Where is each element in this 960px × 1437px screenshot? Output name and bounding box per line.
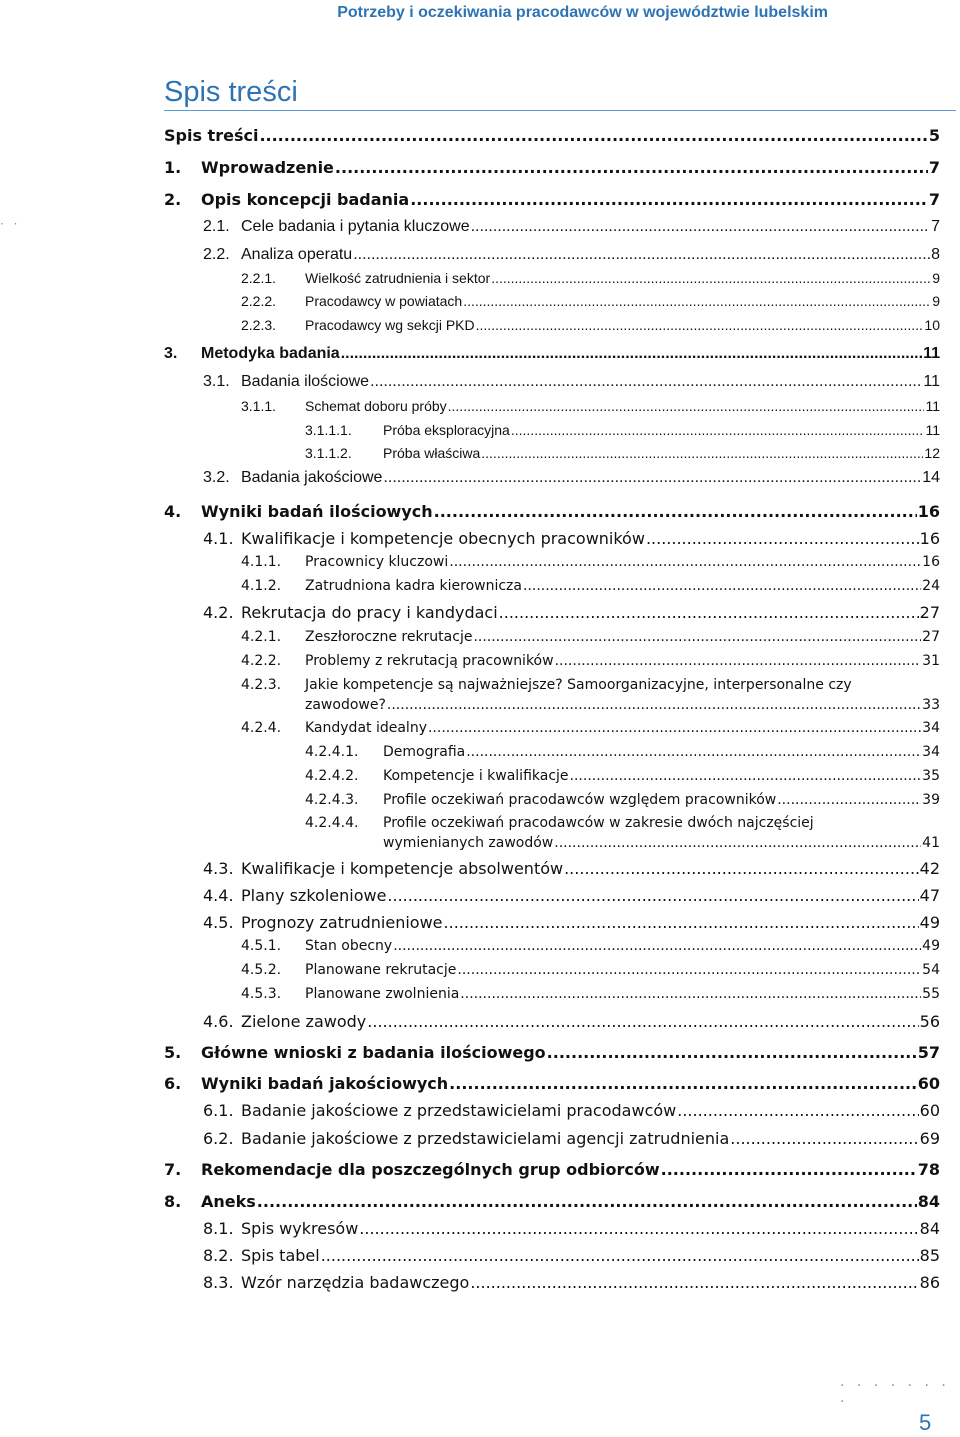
toc-entry-number: 2.2.2. — [241, 293, 277, 309]
toc-entry-page: 11 — [923, 373, 940, 390]
toc-entry-page: 27 — [919, 603, 940, 622]
toc-entry-page: 60 — [919, 1101, 940, 1120]
toc-leader — [460, 986, 921, 1002]
toc-leader — [444, 913, 919, 932]
toc-leader — [457, 962, 921, 978]
toc-leader — [449, 554, 921, 570]
toc-entry-page: 16 — [917, 502, 940, 521]
toc-entry-title: Wprowadzenie — [201, 158, 334, 177]
toc-entry[interactable] — [203, 913, 940, 932]
toc-entry[interactable] — [164, 190, 940, 209]
page-title: Spis treści — [164, 76, 298, 108]
toc-entry-page: 11 — [925, 422, 940, 438]
toc-entry-number: 2.2. — [203, 246, 230, 263]
toc-entry[interactable] — [203, 529, 940, 548]
toc-leader — [677, 1101, 918, 1120]
toc-leader — [564, 859, 919, 878]
toc-entry[interactable] — [164, 1160, 940, 1179]
toc-entry[interactable] — [203, 246, 940, 264]
toc-entry-page: 14 — [922, 469, 940, 486]
toc-entry-page: 85 — [919, 1246, 940, 1265]
running-header: Potrzeby i oczekiwania pracodawców w województwie lubelskim — [337, 4, 828, 21]
toc-leader — [466, 744, 921, 760]
toc-entry[interactable] — [203, 218, 940, 236]
toc-leader — [434, 502, 917, 521]
toc-entry[interactable] — [203, 1101, 940, 1120]
toc-entry-page: 39 — [922, 792, 940, 808]
toc-entry-page: 9 — [932, 293, 940, 309]
toc-entry-page: 34 — [922, 720, 940, 736]
toc-entry-title: Pracodawcy w powiatach — [305, 293, 463, 309]
toc-entry-title: Kompetencje i kwalifikacje — [383, 768, 569, 784]
toc-entry-number: 4.2.1. — [241, 629, 282, 645]
toc-leader — [335, 158, 928, 177]
toc-entry[interactable] — [203, 469, 940, 487]
toc-entry-page: 60 — [917, 1074, 940, 1093]
toc-entry-title: Zeszłoroczne rekrutacje — [305, 629, 473, 645]
toc-entry-number: 4.6. — [203, 1012, 234, 1031]
toc-entry-number: 6. — [164, 1074, 182, 1093]
toc-entry-number: 6.1. — [203, 1101, 234, 1120]
toc-entry[interactable] — [164, 502, 940, 521]
toc-leader — [481, 445, 923, 461]
toc-entry-page: 57 — [917, 1043, 940, 1062]
toc-entry-title[interactable]: Profile oczekiwań pracodawców w zakresie dwóch najczęściej — [383, 815, 814, 831]
toc-entry-page: 16 — [922, 554, 940, 570]
toc-entry-page: 8 — [931, 246, 940, 263]
toc-entry-title: Schemat doboru próby — [305, 398, 447, 414]
toc-entry[interactable] — [305, 792, 940, 808]
toc-entry-number: 4.2.3. — [241, 677, 282, 693]
toc-leader — [511, 422, 925, 438]
toc-entry-number: 4.1.1. — [241, 554, 282, 570]
heading-rule — [164, 110, 956, 111]
toc-entry-title[interactable]: Jakie kompetencje są najważniejsze? Samoorganizacyjne, interpersonalne czy — [305, 677, 852, 693]
toc-entry-title: Opis koncepcji badania — [201, 190, 410, 209]
toc-entry-page: 5 — [928, 126, 940, 145]
toc-entry[interactable] — [164, 1043, 940, 1062]
toc-entry-title: Planowane zwolnienia — [305, 986, 460, 1002]
toc-entry-page: 27 — [922, 629, 940, 645]
toc-entry-title: Badania jakościowe — [241, 469, 383, 486]
toc-leader — [661, 1160, 917, 1179]
toc-entry-number: 3.1.1. — [241, 398, 277, 414]
toc-entry[interactable] — [203, 603, 940, 622]
toc-entry-title: Profile oczekiwań pracodawców względem pracowników — [383, 792, 777, 808]
toc-entry-number: 2.2.3. — [241, 317, 277, 333]
toc-leader — [341, 345, 922, 363]
toc-leader — [473, 629, 921, 645]
toc-entry[interactable] — [241, 962, 940, 978]
toc-entry-page: 31 — [922, 653, 940, 669]
toc-entry-title: Kandydat idealny — [305, 720, 427, 736]
corner-dots: · · · · · · · · — [840, 1378, 950, 1410]
toc-entry[interactable] — [203, 1246, 940, 1265]
toc-entry-title: Pracownicy kluczowi — [305, 554, 449, 570]
toc-entry-title: Aneks — [201, 1192, 256, 1211]
toc-entry-page: 16 — [919, 529, 940, 548]
toc-entry[interactable] — [203, 1219, 940, 1238]
toc-entry-number: 4.4. — [203, 886, 234, 905]
toc-entry-number: 4.1. — [203, 529, 234, 548]
toc-entry-title: Próba właściwa — [383, 445, 481, 461]
toc-entry-number: 4.2.2. — [241, 653, 282, 669]
toc-leader — [321, 1246, 919, 1265]
toc-entry-number: 2.1. — [203, 218, 230, 235]
toc-entry-page: 7 — [928, 190, 940, 209]
toc-entry-page: 47 — [919, 886, 940, 905]
toc-leader — [370, 373, 922, 391]
toc-entry-page: 49 — [919, 913, 940, 932]
toc-entry-number: 4.5.3. — [241, 986, 282, 1002]
toc-entry[interactable] — [305, 422, 940, 438]
toc-entry[interactable] — [203, 859, 940, 878]
toc-entry-number: 3.1. — [203, 373, 230, 390]
toc-entry-title: Zatrudniona kadra kierownicza — [305, 578, 522, 594]
toc-entry-page: 35 — [922, 768, 940, 784]
toc-entry-title: Badania ilościowe — [241, 373, 370, 390]
toc-entry-page: 9 — [932, 270, 940, 286]
toc-entry-title: Problemy z rekrutacją pracowników — [305, 653, 554, 669]
margin-dots: · · — [0, 217, 21, 231]
toc-entry[interactable] — [164, 1192, 940, 1211]
toc-entry-number: 3. — [164, 345, 178, 362]
toc-entry[interactable] — [164, 158, 940, 177]
toc-entry-number: 2. — [164, 190, 182, 209]
toc-entry-title: Główne wnioski z badania ilościowego — [201, 1043, 546, 1062]
toc-entry-title: Badanie jakościowe z przedstawicielami pracodawców — [241, 1101, 677, 1120]
toc-entry-page: 84 — [917, 1192, 940, 1211]
toc-entry-title: Wielkość zatrudnienia i sektor — [305, 270, 491, 286]
toc-entry-title: Pracodawcy wg sekcji PKD — [305, 317, 475, 333]
toc-entry[interactable] — [203, 886, 940, 905]
toc-entry-page: 12 — [924, 445, 940, 461]
toc-entry[interactable] — [203, 1273, 940, 1292]
toc-entry-title: Spis wykresów — [241, 1219, 359, 1238]
toc-leader — [448, 398, 925, 414]
toc-leader — [476, 317, 924, 333]
toc-leader — [547, 1043, 917, 1062]
toc-leader — [777, 792, 921, 808]
toc-entry[interactable] — [241, 578, 940, 594]
toc-entry-number: 6.2. — [203, 1129, 234, 1148]
toc-entry[interactable] — [164, 345, 940, 363]
toc-entry[interactable] — [305, 768, 940, 784]
toc-entry-title: Badanie jakościowe z przedstawicielami agencji zatrudnienia — [241, 1129, 730, 1148]
toc-entry-page: 7 — [928, 158, 940, 177]
toc-leader — [387, 886, 918, 905]
toc-leader — [555, 653, 922, 669]
toc-entry-number: 4.2.4. — [241, 720, 282, 736]
toc-entry-title: Spis tabel — [241, 1246, 320, 1265]
toc-leader — [449, 1074, 917, 1093]
toc-entry-page: 7 — [931, 218, 940, 235]
toc-entry-title: Plany szkoleniowe — [241, 886, 387, 905]
toc-entry[interactable] — [203, 373, 940, 391]
toc-entry-title: Próba eksploracyjna — [383, 422, 510, 438]
toc-entry-page: 34 — [922, 744, 940, 760]
toc-entry-page: 41 — [922, 835, 940, 851]
toc-leader — [471, 218, 931, 236]
toc-entry-number: 8.2. — [203, 1246, 234, 1265]
toc-entry-number: 8.3. — [203, 1273, 234, 1292]
toc-entry-title: Wyniki badań ilościowych — [201, 502, 433, 521]
toc-entry[interactable] — [203, 1129, 940, 1148]
toc-leader — [646, 529, 919, 548]
toc-entry-title-cont: wymienianych zawodów — [383, 835, 554, 851]
toc-entry[interactable] — [305, 445, 940, 461]
toc-entry[interactable] — [241, 720, 940, 736]
toc-leader — [570, 768, 922, 784]
toc-entry[interactable] — [241, 986, 940, 1002]
toc-entry-page: 56 — [919, 1012, 940, 1031]
toc-entry-title: Kwalifikacje i kompetencje absolwentów — [241, 859, 564, 878]
toc-entry-number: 1. — [164, 158, 182, 177]
toc-entry-number: 4.2.4.4. — [305, 815, 359, 831]
toc-leader — [367, 1012, 918, 1031]
toc-entry-page: 84 — [919, 1219, 940, 1238]
toc-entry-title: Spis treści — [164, 126, 259, 145]
toc-entry-number: 8.1. — [203, 1219, 234, 1238]
toc-entry-page: 78 — [917, 1160, 940, 1179]
toc-entry[interactable] — [305, 697, 940, 713]
toc-entry[interactable] — [241, 629, 940, 645]
toc-entry-title: Analiza operatu — [241, 246, 353, 263]
toc-entry[interactable] — [241, 554, 940, 570]
toc-entry-title: Rekrutacja do pracy i kandydaci — [241, 603, 498, 622]
toc-entry-title: Rekomendacje dla poszczególnych grup odbiorców — [201, 1160, 660, 1179]
page-number: 5 — [919, 1410, 932, 1435]
toc-leader — [359, 1219, 918, 1238]
toc-entry-number: 7. — [164, 1160, 182, 1179]
toc-leader — [410, 190, 928, 209]
toc-entry-title: Cele badania i pytania kluczowe — [241, 218, 470, 235]
toc-leader — [259, 126, 927, 145]
toc-entry-page: 10 — [924, 317, 940, 333]
toc-entry-number: 4.2. — [203, 603, 234, 622]
toc-leader — [491, 270, 931, 286]
toc-leader — [353, 246, 930, 264]
toc-entry-title: Planowane rekrutacje — [305, 962, 457, 978]
toc-entry-page: 49 — [922, 938, 940, 954]
toc-entry[interactable] — [241, 653, 940, 669]
toc-entry-page: 69 — [919, 1129, 940, 1148]
toc-entry-number: 4.2.4.2. — [305, 768, 359, 784]
toc-leader — [554, 835, 921, 851]
toc-entry-number: 3.2. — [203, 469, 230, 486]
toc-entry-title: Wyniki badań jakościowych — [201, 1074, 449, 1093]
toc-leader — [257, 1192, 917, 1211]
toc-entry-number: 4.2.4.1. — [305, 744, 359, 760]
toc-entry-number: 4.1.2. — [241, 578, 282, 594]
toc-entry[interactable] — [241, 398, 940, 414]
toc-leader — [393, 938, 921, 954]
toc-leader — [499, 603, 919, 622]
toc-entry[interactable] — [305, 744, 940, 760]
toc-leader — [470, 1273, 918, 1292]
toc-leader — [730, 1129, 918, 1148]
toc-entry-number: 4.2.4.3. — [305, 792, 359, 808]
toc-entry-page: 11 — [925, 398, 940, 414]
toc-entry-number: 8. — [164, 1192, 182, 1211]
toc-entry-number: 4. — [164, 502, 182, 521]
toc-entry-page: 11 — [923, 345, 940, 362]
toc-entry-number: 4.5. — [203, 913, 234, 932]
toc-entry-title: Stan obecny — [305, 938, 393, 954]
toc-entry-title-cont: zawodowe? — [305, 697, 386, 713]
toc-leader — [383, 469, 921, 487]
toc-entry[interactable] — [241, 293, 940, 309]
toc-entry-title: Prognozy zatrudnieniowe — [241, 913, 443, 932]
toc-leader — [463, 293, 931, 309]
toc-entry-page: 54 — [922, 962, 940, 978]
toc-entry-number: 2.2.1. — [241, 270, 277, 286]
toc-entry[interactable] — [203, 1012, 940, 1031]
toc-entry-number: 4.5.1. — [241, 938, 282, 954]
toc-entry-page: 33 — [922, 697, 940, 713]
toc-leader — [387, 697, 921, 713]
toc-leader — [523, 578, 921, 594]
toc-entry-page: 86 — [919, 1273, 940, 1292]
toc-entry-title: Wzór narzędzia badawczego — [241, 1273, 470, 1292]
toc-entry-title: Demografia — [383, 744, 466, 760]
toc-entry[interactable] — [241, 317, 940, 333]
toc-entry[interactable] — [383, 835, 940, 851]
toc-entry[interactable] — [164, 1074, 940, 1093]
toc-entry-number: 4.3. — [203, 859, 234, 878]
toc-entry-title: Zielone zawody — [241, 1012, 367, 1031]
toc-entry-title: Metodyka badania — [201, 345, 340, 362]
toc-leader — [428, 720, 921, 736]
toc-entry-title: Kwalifikacje i kompetencje obecnych pracowników — [241, 529, 645, 548]
toc-entry-number: 4.5.2. — [241, 962, 282, 978]
toc-entry-page: 24 — [922, 578, 940, 594]
toc-entry-page: 42 — [919, 859, 940, 878]
toc-entry[interactable] — [241, 270, 940, 286]
toc-entry[interactable] — [241, 938, 940, 954]
toc-entry-number: 3.1.1.2. — [305, 445, 352, 461]
toc-entry[interactable] — [164, 126, 940, 145]
toc-entry-page: 55 — [922, 986, 940, 1002]
toc-entry-number: 3.1.1.1. — [305, 422, 352, 438]
toc-entry-number: 5. — [164, 1043, 182, 1062]
